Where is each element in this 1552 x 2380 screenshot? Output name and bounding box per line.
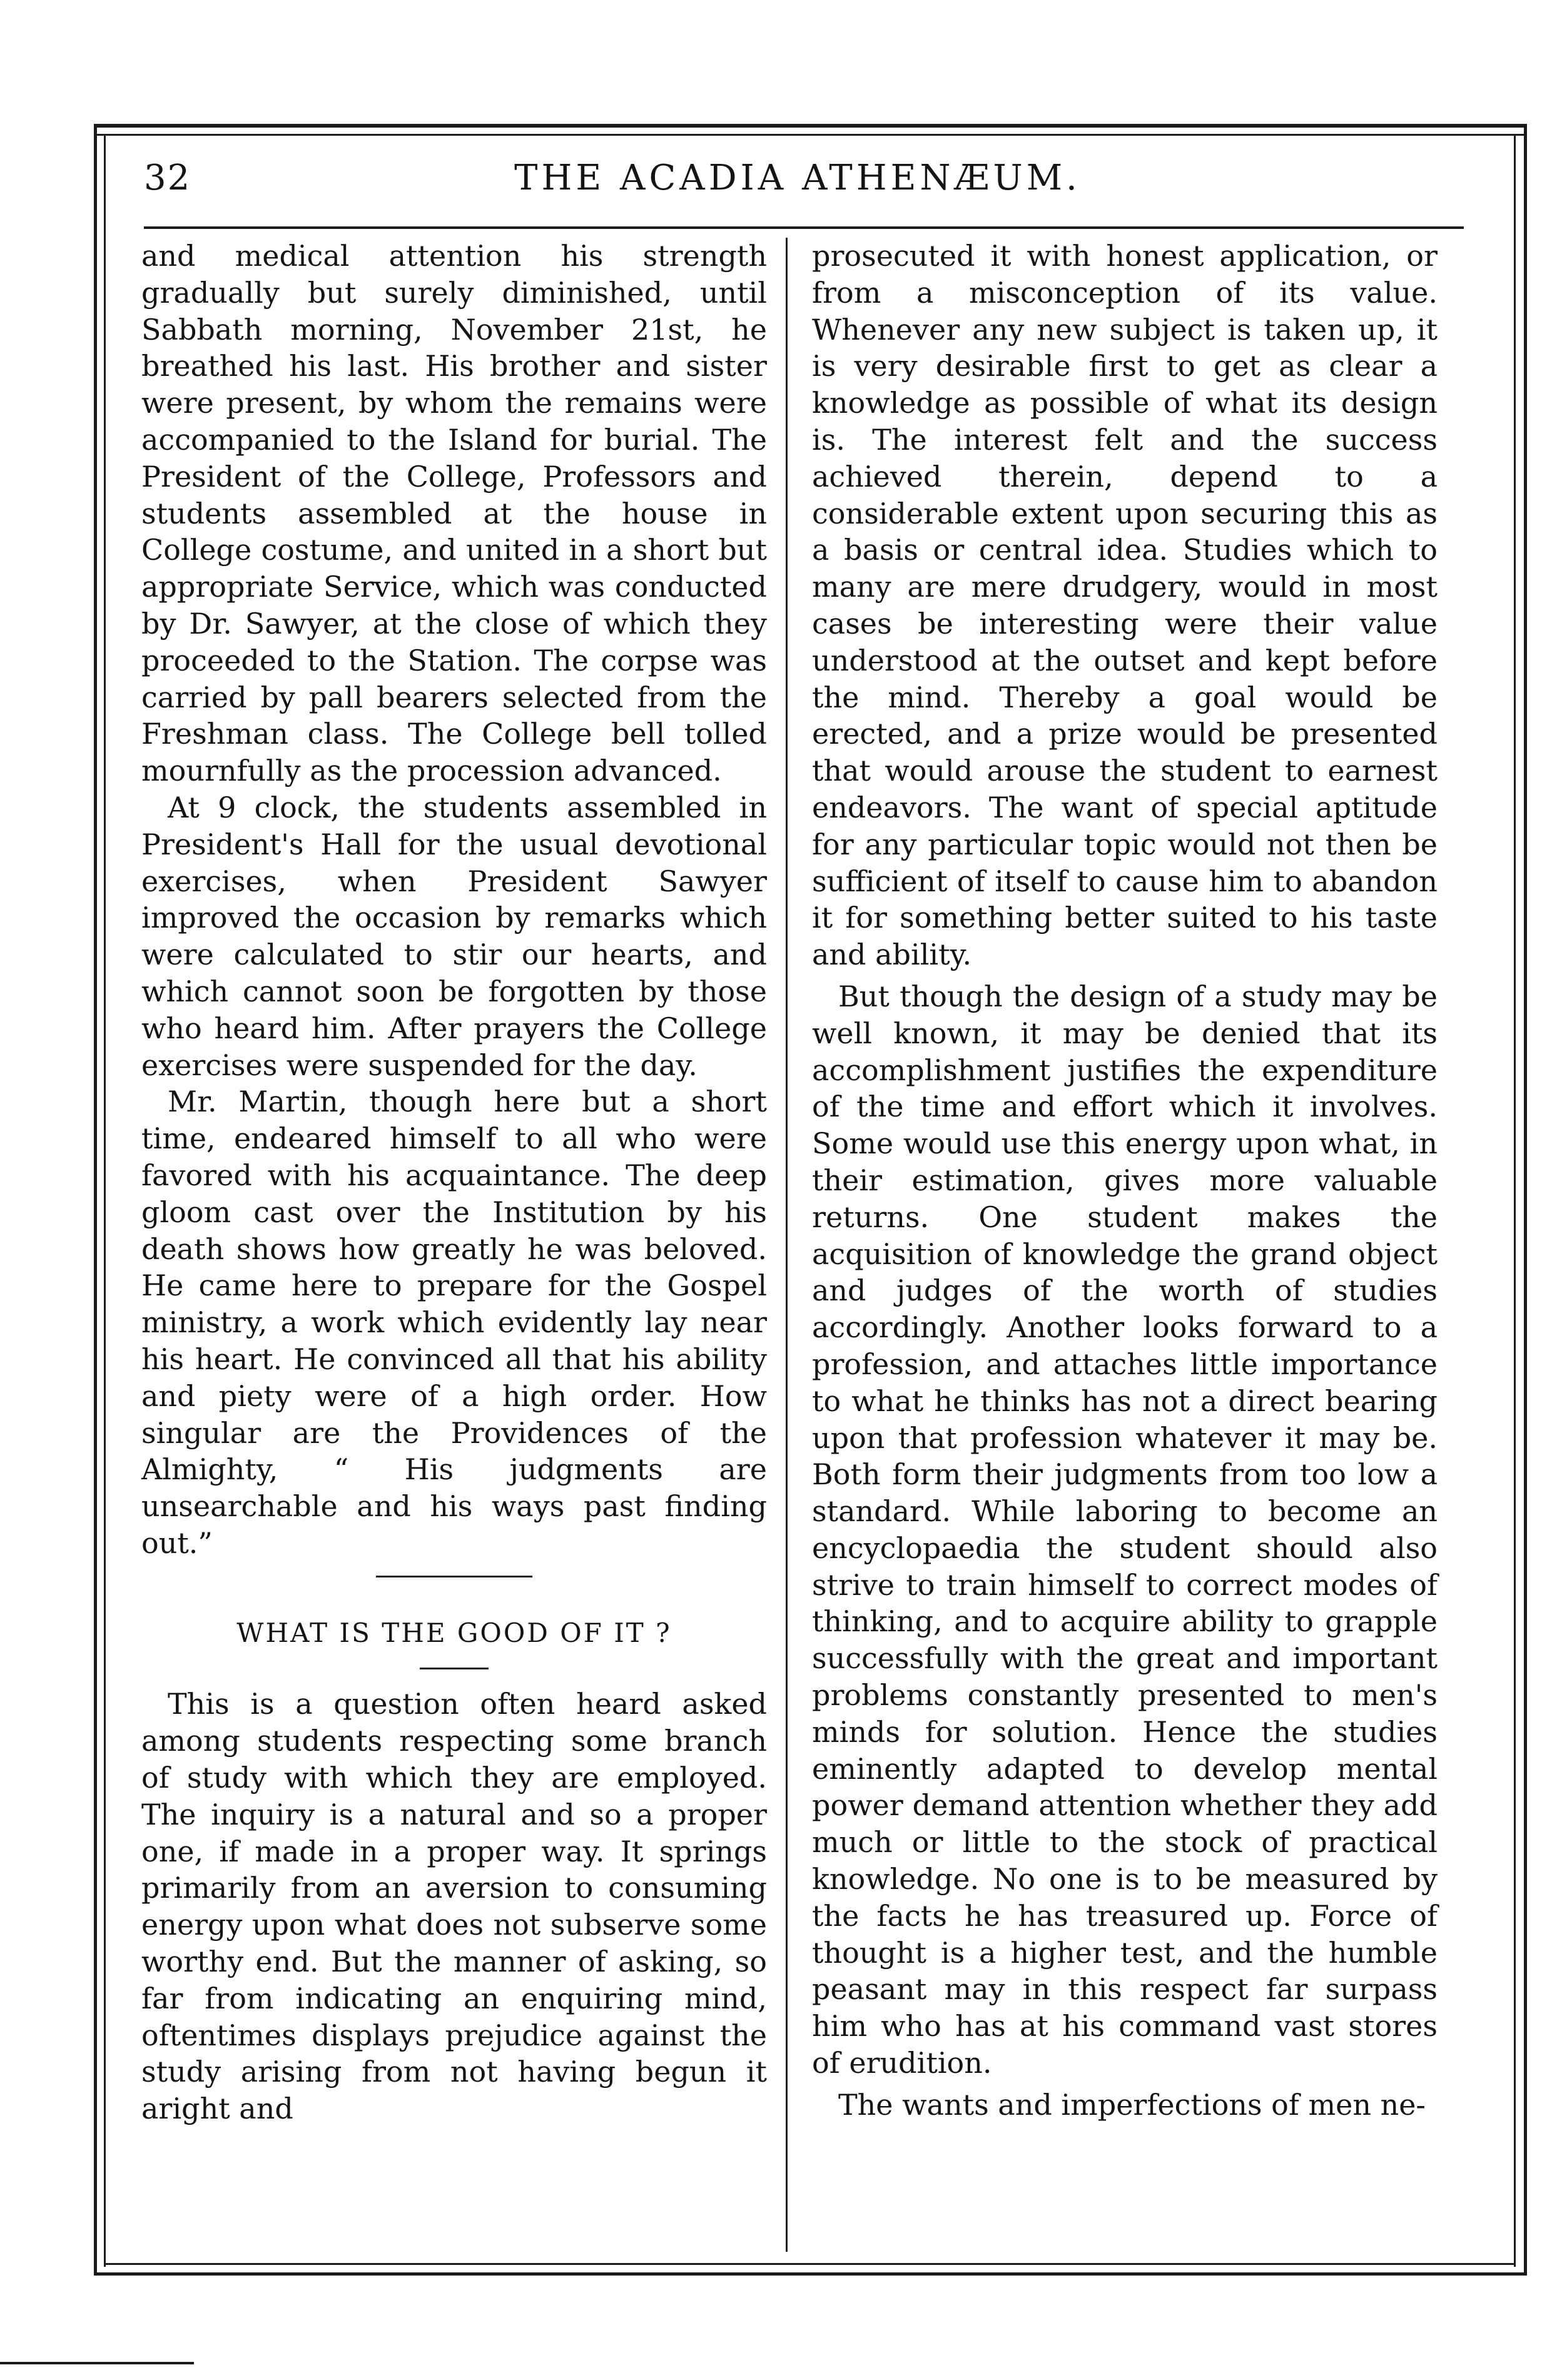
- paragraph: The wants and imperfections of men ne-: [838, 2087, 1426, 2122]
- paragraph: Mr. Martin, though here but a short time, endeared himself to all who were favored with his acquaintance. The deep gloom cast over the Institution by his death shows how greatly he was beloved. He came here to prepare for the Gospel ministry, a work which evidently lay near his heart. He convinced all that his ability and piety were of a high order. How singular are the Providences of the Almighty, “ His judgments are unsearchable and his ways past finding out.”: [141, 1085, 767, 1560]
- running-title: THE ACADIA ATHENÆUM.: [514, 158, 1081, 198]
- page-border-top: [94, 124, 1526, 128]
- left-column: [141, 238, 767, 2127]
- right-column: [812, 238, 1438, 2124]
- section-heading: WHAT IS THE GOOD OF IT ?: [236, 1617, 672, 1648]
- page-border-bottom-inner: [104, 2263, 1516, 2265]
- running-header: [125, 158, 1470, 208]
- header-divider: [144, 226, 1464, 229]
- paragraph: This is a question often heard asked among students respecting some branch of study with which they are employed. The inquiry is a natural and so a proper one, if made in a proper way. It springs primarily from an aversion to consuming energy upon what does not subserve some worthy end. But the manner of asking, so far from indicating an enquiring mind, oftentimes displays prejudice against the study arising from not having begun it aright and: [141, 1687, 767, 2126]
- footer-rule: [0, 2362, 194, 2364]
- page-number: 32: [144, 158, 191, 198]
- page-border-right: [1524, 124, 1527, 2276]
- section-divider: [376, 1576, 532, 1577]
- page-border-right-inner: [1514, 134, 1516, 2267]
- page-border-bottom: [94, 2272, 1526, 2276]
- section-divider-short: [420, 1668, 489, 1669]
- paragraph: But though the design of a study may be well known, it may be denied that its accomplishment justifies the expenditure of the time and effort which it involves. Some would use this energy upon what, in their estimation, gives more valuable returns. One student makes the acquisition of knowledge the grand object and judges of the worth of studies accordingly. Another looks forward to a profession, and attaches little importance to what he thinks has not a direct bearing upon that profession whatever it may be. Both form their judgments from too low a standard. While laboring to become an encyclopaedia the student should also strive to train himself to correct modes of thinking, and to acquire ability to grapple successfully with the great and important problems constantly presented to men's minds for solution. Hence the studies eminently adapted to develop mental power demand attention whether they add much or little to the stock of practical knowledge. No one is to be measured by the facts he has treasured up. Force of thought is a higher test, and the humble peasant may in this respect far surpass him who has at his command vast stores of erudition.: [812, 979, 1438, 2080]
- page-border-left: [94, 124, 97, 2276]
- paragraph: At 9 clock, the students assembled in President's Hall for the usual devotional exercises, when President Sawyer improved the occasion by remarks which were calculated to stir our hearts, and which cannot soon be forgotten by those who heard him. After prayers the College exercises were suspended for the day.: [141, 790, 767, 1082]
- paragraph: and medical attention his strength gradually but surely diminished, until Sabbath morning, November 21st, he breathed his last. His brother and sister were present, by whom the remains were accompanied to the Island for burial. The President of the College, Professors and students assembled at the house in College costume, and united in a short but appropriate Service, which was conducted by Dr. Sawyer, at the close of which they proceeded to the Station. The corpse was carried by pall bearers selected from the Freshman class. The College bell tolled mournfully as the procession advanced.: [141, 239, 767, 788]
- page-border-left-inner: [104, 134, 106, 2267]
- column-divider: [786, 238, 788, 2252]
- paragraph: prosecuted it with honest application, or from a misconception of its value. Whenever any new subject is taken up, it is very desirable first to get as clear a knowledge as possible of what its design is. The interest felt and the success achieved therein, depend to a considerable extent upon securing this as a basis or central idea. Studies which to many are mere drudgery, would in most cases be interesting were their value understood at the outset and kept before the mind. Thereby a goal would be erected, and a prize would be presented that would arouse the student to earnest endeavors. The want of special aptitude for any particular topic would not then be sufficient of itself to cause him to abandon it for something better suited to his taste and ability.: [812, 239, 1438, 972]
- page-border-top-inner: [94, 134, 1526, 136]
